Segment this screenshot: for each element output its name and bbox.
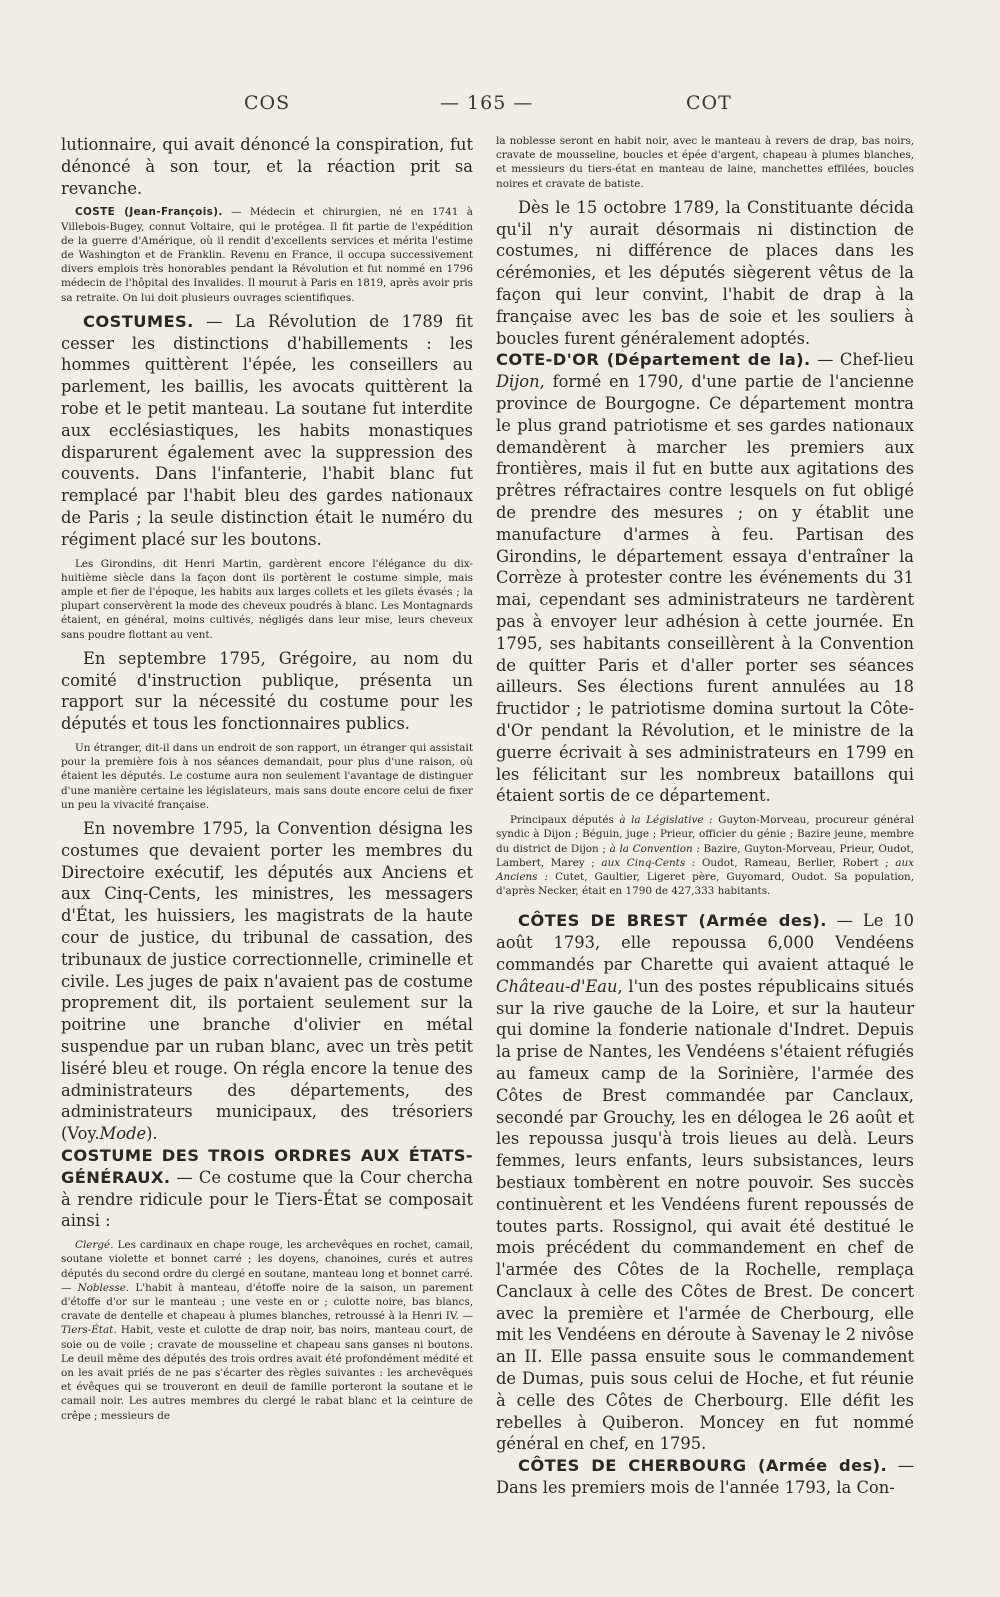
paragraph-deputes: Principaux députés à la Législative : Guyton-Morveau, procureur général syndic à Dijon ; Béguin, juge ; Prieur, officier du génie ; Bazire jeune, membre du district de Dijon ; à la Convention : Bazire, Guyton-Morveau, Prieur, Oudot, Lambert, Marey ; aux Cinq-Cents : Oudot, Rameau, Berlier, Robert ; aux Anciens : Cutet, Gaultier, Ligeret père, Guyomard, Oudot. Sa population, d'après Necker, était en 1790 de 427,333 habitants. <box>496 814 915 898</box>
entry-cotes-de-brest: CÔTES DE BREST (Armée des). — Le 10 août 1793, elle repoussa 6,000 Vendéens commandés par Charette qui avaient attaqué le Château-d'Eau, l'un des postes républicains situés sur la rive gauche de la Loire, et sur la hauteur qui domine la fonderie nationale d'Indret. Depuis la prise de Nantes, les Vendéens s'étaient réfugiés au fameux camp de la Sorinière, l'armée des Côtes de Brest commandée par Canclaux, secondé par Grouchy, les en délogea le 26 août et les repoussa jusqu'à trois lieues au delà. Leurs femmes, leurs enfants, leurs subsistances, leurs bestiaux tombèrent en notre pouvoir. Ses succès continuèrent et les Vendéens furent repoussés de toutes parts. Rossignol, qui avait été destitué le mois précédent du commandement en chef de l'armée des Côtes de la Rochelle, remplaça Canclaux à celle des Côtes de Brest. De concert avec la première et l'armée de Cherbourg, elle mit les Vendéens en déroute à Savenay le 2 nivôse an II. Elle passa ensuite sous le commandement de Dumas, puis sous celui de Hoche, et fut réunie à celle des Côtes de Cherbourg. Elle défit les rebelles à Quiberon. Moncey en fut nommé général en chef, en 1795. <box>496 911 914 1454</box>
quote-etranger: Un étranger, dit-il dans un endroit de son rapport, un étranger qui assistait pour la première fois à nos séances demandait, pour plus d'une raison, où étaient les députés. Le costume aura non seulement l'avantage de distinguer d'une manière certaine les législateurs, mais sans doute encore celui de fixer un peu la vivacité française. <box>61 741 473 811</box>
link-mode: Mode <box>99 1124 147 1144</box>
entry-coste: COSTE (Jean-François). — Médecin et chirurgien, né en 1741 à Villebois-Bugey, connut Voltaire, qui le protégea. Il fit partie de l'expédition de la guerre d'Amérique, où il rendit d'excellents services et mérita l'estime de Washington et de Franklin. Revenu en France, il occupa successivement divers emplois très honorables pendant la Révolution et fut nommé en 1796 médecin de l'hôpital des Invalides. Il mourut à Paris en 1819, après avoir pris sa retraite. On lui doit plusieurs ouvrages scientifiques. <box>61 206 473 304</box>
entry-heading: CÔTES DE BREST (Armée des). <box>518 911 827 931</box>
paragraph-octobre: Dès le 15 octobre 1789, la Constituante décida qu'il n'y aurait désormais ni distinction de costumes, ni différence de places dans les cérémonies, et les députés siègerent vêtus de la façon qui leur convint, l'habit de drap à la française avec les bas de soie et les souliers à boucles furent généralement adoptés. <box>496 197 914 348</box>
entry-costumes: COSTUMES. — La Révolution de 1789 fit cesser les distinctions d'habillements : les hommes quittèrent l'épée, les conseillers au parlement, les baillis, les avocats quittèrent la robe et le petit manteau. La soutane fut interdite aux ecclésiastiques, les habits monastiques disparurent également avec la suppression des couvents. Dans l'infanterie, l'habit blanc fut remplacé par l'habit bleu des gardes nationaux de Paris ; la seule distinction était le numéro du régiment placé sur les boutons. <box>61 311 473 549</box>
paragraph-ordres-detail: Clergé. Les cardinaux en chape rouge, les archevêques en rochet, camail, soutane violette et bonnet carré ; les doyens, chanoines, curés et autres députés du second ordre du clergé en soutane, manteau long et bonnet carré. — Noblesse. L'habit à manteau, d'étoffe noire de la saison, un parement d'étoffe d'or sur le manteau ; une veste en or ; culotte noire, bas blancs, cravate de dentelle et chapeau à plumes blanches, retroussé à la Henri IV. — Tiers-État. Habit, veste et culotte de drap noir, bas noirs, manteau court, de soie ou de voile ; cravate de mousseline et chapeau sans ganses ni boutons. Le deuil même des députés des trois ordres avait été profondément médité et on les avait priés de ne pas s'écarter des règles suivantes : les archevêques et évêques qui se trouveront en deuil de famille porteront la soutane et le camail noir. Les autres membres du clergé le rabat blanc et la ceinture de crêpe ; messieurs de <box>61 1239 473 1422</box>
entry-trois-ordres: COSTUME DES TROIS ORDRES AUX ÉTATS-GÉNÉRAUX. — Ce costume que la Cour chercha à rendre ridicule pour le Tiers-État se composait ainsi : <box>61 1145 473 1231</box>
header-right-word: COT <box>686 92 732 114</box>
left-column <box>61 134 473 1423</box>
header-left-word: COS <box>244 92 291 114</box>
page-number: — 165 — <box>440 92 534 114</box>
running-header <box>0 92 1000 122</box>
paragraph-novembre: En novembre 1795, la Convention désigna les costumes que devaient porter les membres du Directoire exécutif, les députés aux Anciens et aux Cinq-Cents, les ministres, les messagers d'État, les huissiers, les magistrats de la haute cour de justice, du tribunal de cassation, des tribunaux de justice correctionnelle, criminelle et civile. Les juges de paix n'avaient pas de costume proprement dit, ils portaient seulement sur la poitrine une branche d'olivier en métal suspendue par un ruban blanc, avec un très petit liséré bleu et rouge. On régla encore la tenue des administrateurs des départements, des administrateurs municipaux, des trésoriers (Voy.Mode). <box>61 819 473 1144</box>
entry-heading: COTE-D'OR (Département de la). <box>496 350 811 370</box>
entry-heading: COSTUME DES TROIS ORDRES AUX ÉTATS-GÉNÉRAUX. <box>61 1145 473 1187</box>
entry-heading: CÔTES DE CHERBOURG (Armée des). <box>518 1456 888 1476</box>
entry-heading: COSTE (Jean-François). <box>75 206 223 219</box>
paragraph-noblesse-continuation: la noblesse seront en habit noir, avec le manteau à revers de drap, bas noirs, cravate de mousseline, boucles et épée d'argent, chapeau à plumes blanches, et messieurs du tiers-état en manteau de laine, manchettes effilées, boucles noires et cravate de batiste. <box>496 135 914 190</box>
paragraph-continuation: lutionnaire, qui avait dénoncé la conspiration, fut dénoncé à son tour, et la réaction prit sa revanche. <box>61 135 473 198</box>
entry-cotes-de-cherbourg: CÔTES DE CHERBOURG (Armée des). — Dans les premiers mois de l'année 1793, la Con- <box>496 1456 914 1498</box>
entry-cote-dor: COTE-D'OR (Département de la). — Chef-lieu Dijon, formé en 1790, d'une partie de l'ancienne province de Bourgogne. Ce département montra le plus grand patriotisme et ses gardes nationaux demandèrent à marcher les premiers aux frontières, mais il fut en butte aux agitations des prêtres réfractaires contre lesquels on fut obligé de prendre des mesures ; on y établit une manufacture d'armes à feu. Partisan des Girondins, le département essaya d'entraîner la Corrèze à protester contre les événements du 31 mai, cependant ses administrateurs ne tardèrent pas à envoyer leur adhésion à cette journée. En 1795, ses habitants conseillèrent à la Convention de quitter Paris et d'aller porter ses séances ailleurs. Ses élections furent annulées au 18 fructidor ; le patriotisme domina surtout la Côte-d'Or pendant la Révolution, et le ministre de la guerre écrivait à ses administrateurs en 1799 en les félicitant sur les nombreux bataillons qui étaient sortis de ce département. <box>496 350 914 806</box>
right-column <box>496 134 914 1499</box>
paragraph-septembre: En septembre 1795, Grégoire, au nom du comité d'instruction publique, présenta un rapport sur la nécessité du costume pour les députés et tous les fonctionnaires publics. <box>61 648 473 734</box>
quote-girondins: Les Girondins, dit Henri Martin, gardèrent encore l'élégance du dix-huitième siècle dans la façon dont ils portèrent le costume simple, mais ample et fier de l'époque, les habits aux larges collets et les gilets évasés ; la plupart conservèrent la mode des cheveux poudrés à blanc. Les Montagnards étaient, en général, moins cultivés, négligés dans leur mise, leurs cheveux sans poudre flottant au vent. <box>61 557 473 641</box>
entry-heading: COSTUMES. <box>83 311 194 331</box>
